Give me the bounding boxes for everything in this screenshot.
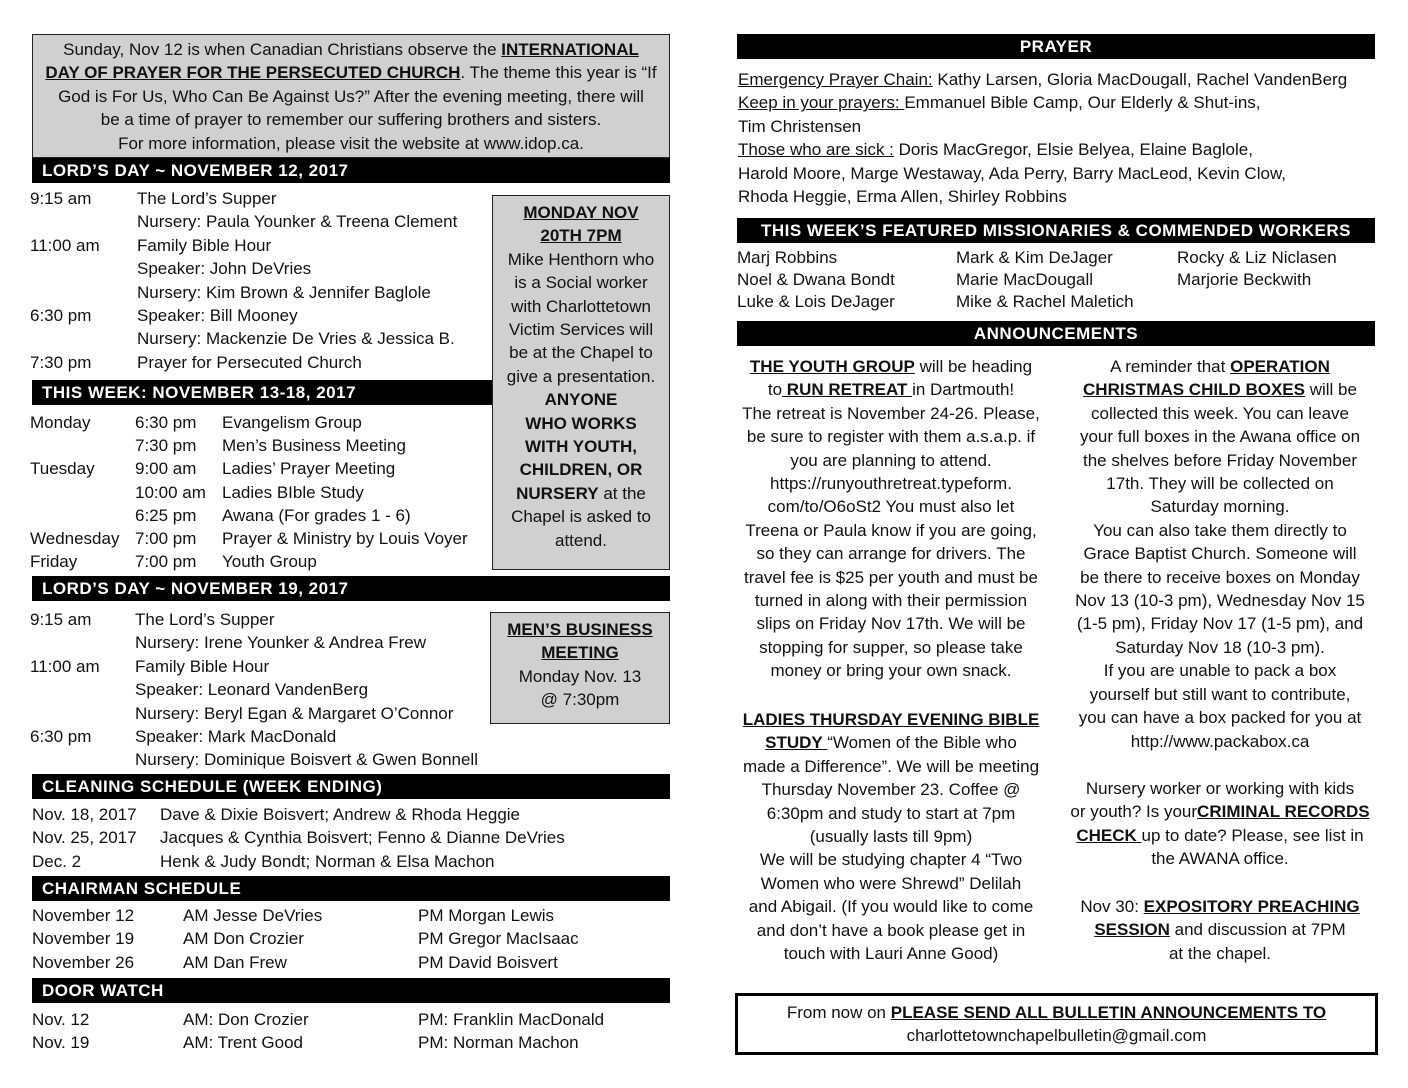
- youth-line: turned in along with their permission: [754, 591, 1028, 611]
- monday-box-line: give a presentation.: [506, 366, 656, 386]
- ladies-line: Thursday November 23. Coffee @: [761, 780, 1021, 800]
- occ-line: You can also take them directly to: [1093, 520, 1347, 540]
- missionaries-col-2: [956, 247, 1134, 313]
- occ-line: Saturday Nov 18 (10-3 pm).: [1115, 637, 1325, 657]
- door-watch-date: Nov. 19: [32, 1033, 90, 1053]
- youth-line: travel fee is $25 per youth and must be: [744, 567, 1038, 587]
- prayer-header: PRAYER: [737, 34, 1375, 59]
- week-event: Awana (For grades 1 - 6): [222, 505, 411, 525]
- intro-line-4: be a time of prayer to remember our suffering brothers and sisters.: [100, 110, 602, 130]
- chairman-am: AM Don Crozier: [183, 929, 304, 949]
- missionary-name: Marjorie Beckwith: [1177, 270, 1312, 289]
- occ-line: Saturday morning.: [1150, 497, 1290, 517]
- monday-box-bold-line: WITH YOUTH,: [524, 437, 638, 457]
- ladies-line: and Abigail. (If you would like to come: [748, 897, 1034, 917]
- week-event: Ladies’ Prayer Meeting: [222, 459, 396, 479]
- cleaning-names: Dave & Dixie Boisvert; Andrew & Rhoda Heggie: [160, 805, 521, 824]
- monday-box-line: Victim Services will: [508, 320, 654, 340]
- week-event: Evangelism Group: [222, 413, 362, 432]
- mens-meeting-box: [490, 612, 670, 724]
- chairman-date: November 12: [32, 906, 135, 925]
- prayer-list: [738, 68, 1378, 208]
- week-event: Youth Group: [222, 552, 317, 572]
- schedule-item: Speaker: Leonard VandenBerg: [135, 680, 369, 700]
- mens-box-title-1: MEN’S BUSINESS: [507, 620, 653, 639]
- this-week-schedule: [30, 411, 490, 576]
- youth-line: Treena or Paula know if you are going,: [745, 520, 1037, 540]
- lords-day-1-schedule: [30, 187, 490, 377]
- monday-box-bold-line: ANYONE: [544, 390, 618, 410]
- door-watch-pm: PM: Franklin MacDonald: [418, 1010, 605, 1029]
- chairman-pm: PM Gregor MacIsaac: [418, 929, 579, 949]
- monday-box-bold-line: WHO WORKS: [525, 413, 637, 433]
- cleaning-names: Henk & Judy Bondt; Norman & Elsa Machon: [160, 851, 495, 871]
- week-time: 6:25 pm: [135, 505, 197, 525]
- schedule-time: 11:00 am: [30, 656, 100, 676]
- occ-line: yourself but still want to contribute,: [1089, 684, 1351, 704]
- schedule-item: Nursery: Paula Younker & Treena Clement: [137, 212, 458, 232]
- monday-box-title-1: MONDAY NOV: [523, 203, 639, 222]
- youth-line: money or bring your own snack.: [770, 661, 1012, 681]
- criminal-records-check-announcement: Nursery worker or working with kids or youth? Is yourCRIMINAL RECORDS CHECK up to date? Please, see list in the AWANA office.: [1070, 779, 1370, 869]
- missionaries-col-3: [1177, 247, 1337, 291]
- week-time: 10:00 am: [135, 482, 206, 502]
- week-day: Friday: [30, 552, 78, 572]
- door-watch-date: Nov. 12: [32, 1010, 90, 1029]
- youth-line: slips on Friday Nov 17th. We will be: [756, 614, 1026, 634]
- ladies-line: 6:30pm and study to start at 7pm: [766, 803, 1016, 823]
- chairman-header: CHAIRMAN SCHEDULE: [32, 876, 670, 901]
- bulletin-footer-box: From now on PLEASE SEND ALL BULLETIN ANNOUNCEMENTS TO charlottetownchapelbulletin@gmail.com: [735, 993, 1378, 1055]
- monday-box-tail-line: attend.: [555, 530, 607, 550]
- schedule-time: 7:30 pm: [30, 352, 92, 372]
- youth-line: com/to/O6oSt2 You must also let: [767, 497, 1015, 517]
- youth-line: be sure to register with them a.s.a.p. if: [746, 427, 1036, 447]
- schedule-item: Family Bible Hour: [135, 656, 270, 676]
- schedule-item: Speaker: John DeVries: [137, 259, 312, 279]
- schedule-item: Nursery: Irene Younker & Andrea Frew: [135, 633, 427, 653]
- missionaries-col-1: [737, 247, 895, 313]
- chairman-pm: PM Morgan Lewis: [418, 906, 555, 925]
- intro-notice-box: [32, 34, 670, 158]
- lords-day-1-header: LORD’S DAY ~ NOVEMBER 12, 2017: [32, 158, 670, 183]
- operation-christmas-child-announcement: A reminder that OPERATION CHRISTMAS CHILD BOXES will be collected this week. You can leave your full boxes in the Awana office on the shelves before Friday November 17th. They will be collected on Saturday morning. You can also take them directly to Grace Baptist Church. Someone will be there to receive boxes on Monday Nov 13 (10-3 pm), Wednesday Nov 15 (1-5 pm), Friday Nov 17 (1-5 pm), and Saturday Nov 18 (10-3 pm). If you are unable to pack a box yourself but still want to contribute, you can have a box packed for you at http://www.packabox.ca: [1060, 355, 1380, 753]
- door-watch-pm: PM: Norman Machon: [418, 1033, 579, 1053]
- occ-line: Nov 13 (10-3 pm), Wednesday Nov 15: [1075, 591, 1365, 611]
- week-day: Tuesday: [30, 459, 95, 479]
- occ-line: 17th. They will be collected on: [1106, 474, 1334, 494]
- keep-in-prayers: Keep in your prayers: Emmanuel Bible Camp, Our Elderly & Shut-ins,: [738, 93, 1261, 113]
- cleaning-date: Dec. 2: [32, 851, 82, 871]
- missionaries-header: THIS WEEK’S FEATURED MISSIONARIES & COMMENDED WORKERS: [737, 218, 1375, 243]
- chairman-am: AM Jesse DeVries: [183, 906, 323, 925]
- monday-box-line: with Charlottetown: [511, 296, 651, 316]
- schedule-item: Prayer for Persecuted Church: [137, 352, 362, 372]
- sick-list: Those who are sick : Doris MacGregor, Elsie Belyea, Elaine Baglole,: [738, 140, 1253, 160]
- intro-line-5: For more information, please visit the website at www.idop.ca.: [118, 133, 584, 153]
- sick-list-line-2: Harold Moore, Marge Westaway, Ada Perry, Barry MacLeod, Kevin Clow,: [738, 163, 1287, 183]
- door-watch-schedule: [32, 1008, 670, 1058]
- ladies-line: touch with Lauri Anne Good): [783, 944, 999, 964]
- schedule-item: Nursery: Kim Brown & Jennifer Baglole: [137, 282, 431, 302]
- expository-preaching-announcement: Nov 30: EXPOSITORY PREACHING SESSION and discussion at 7PM at the chapel.: [1080, 897, 1360, 963]
- week-time: 6:30 pm: [135, 413, 197, 432]
- monday-box-line: be at the Chapel to: [509, 343, 653, 363]
- schedule-item: Speaker: Bill Mooney: [137, 306, 298, 325]
- occ-line: (1-5 pm), Friday Nov 17 (1-5 pm), and: [1076, 614, 1364, 634]
- schedule-time: 9:15 am: [30, 610, 92, 629]
- schedule-time: 6:30 pm: [30, 727, 92, 746]
- week-event: Prayer & Ministry by Louis Voyer: [222, 529, 468, 548]
- intro-line-2: DAY OF PRAYER FOR THE PERSECUTED CHURCH. The theme this year is “If: [45, 63, 657, 83]
- chairman-pm: PM David Boisvert: [418, 952, 558, 972]
- cleaning-names: Jacques & Cynthia Boisvert; Fenno & Dianne DeVries: [160, 828, 565, 848]
- chairman-schedule: [32, 904, 670, 976]
- youth-line: so they can arrange for drivers. The: [756, 544, 1026, 564]
- week-time: 7:00 pm: [135, 529, 197, 548]
- monday-box-bold-line: CHILDREN, OR: [519, 460, 643, 480]
- this-week-header: THIS WEEK: NOVEMBER 13-18, 2017: [32, 380, 492, 405]
- schedule-item: Nursery: Dominique Boisvert & Gwen Bonnell: [135, 750, 478, 770]
- ladies-line: We will be studying chapter 4 “Two: [759, 850, 1023, 870]
- monday-box-tail: [493, 505, 669, 552]
- monday-box-line: Mike Henthorn who: [507, 249, 655, 269]
- door-watch-header: DOOR WATCH: [32, 978, 670, 1003]
- missionary-name: Noel & Dwana Bondt: [737, 270, 895, 289]
- monday-box-callout: [493, 388, 669, 482]
- week-day: Wednesday: [30, 529, 120, 548]
- youth-line: The retreat is November 24-26. Please,: [742, 403, 1040, 423]
- chairman-date: November 26: [32, 952, 135, 972]
- occ-line: be there to receive boxes on Monday: [1080, 567, 1360, 587]
- missionary-name: Marie MacDougall: [956, 270, 1093, 289]
- door-watch-am: AM: Trent Good: [183, 1033, 303, 1053]
- youth-line: https://runyouthretreat.typeform.: [770, 474, 1012, 494]
- intro-line-3: God is For Us, Who Can Be Against Us?” After the evening meeting, there will: [58, 86, 644, 106]
- door-watch-am: AM: Don Crozier: [183, 1010, 309, 1029]
- schedule-time: 9:15 am: [30, 189, 92, 208]
- week-time: 7:00 pm: [135, 552, 197, 572]
- bulletin-email: charlottetownchapelbulletin@gmail.com: [906, 1026, 1207, 1046]
- chairman-date: November 19: [32, 929, 135, 949]
- cleaning-header: CLEANING SCHEDULE (WEEK ENDING): [32, 774, 670, 799]
- cleaning-date: Nov. 18, 2017: [32, 805, 137, 824]
- emergency-chain: Emergency Prayer Chain: Kathy Larsen, Gloria MacDougall, Rachel VandenBerg: [738, 70, 1348, 89]
- monday-box-title-2: 20TH 7PM: [540, 226, 622, 246]
- occ-line: your full boxes in the Awana office on: [1079, 427, 1361, 447]
- occ-line: Grace Baptist Church. Someone will: [1083, 544, 1357, 564]
- missionary-name: Luke & Lois DeJager: [737, 292, 895, 311]
- monday-box-line: is a Social worker: [514, 273, 648, 293]
- monday-box-nursery-line: NURSERY at the: [516, 483, 646, 503]
- occ-line: If you are unable to pack a box: [1103, 661, 1337, 681]
- youth-line: you are planning to attend.: [790, 450, 992, 470]
- ladies-line: and don’t have a book please get in: [756, 920, 1026, 940]
- monday-event-box: [492, 195, 670, 570]
- cleaning-schedule: [32, 803, 670, 875]
- schedule-item: Nursery: Beryl Egan & Margaret O’Connor: [135, 703, 454, 723]
- missionary-name: Rocky & Liz Niclasen: [1177, 248, 1337, 267]
- sick-list-line-3: Rhoda Heggie, Erma Allen, Shirley Robbins: [738, 187, 1067, 207]
- ladies-bible-study-announcement: LADIES THURSDAY EVENING BIBLE STUDY “Women of the Bible who made a Difference”. We will be meeting Thursday November 23. Coffee @ 6:30pm and study to start at 7pm (usually lasts till 9pm) We will be studying chapter 4 “Two Women who were Shrewd” Delilah and Abigail. (If you would like to come and don’t have a book please get in touch with Lauri Anne Good): [732, 708, 1050, 965]
- mens-box-title-2: MEETING: [541, 643, 619, 663]
- week-time: 7:30 pm: [135, 436, 197, 456]
- week-time: 9:00 am: [135, 459, 197, 479]
- intro-line-1: Sunday, Nov 12 is when Canadian Christians observe the INTERNATIONAL: [63, 40, 639, 59]
- ladies-line: (usually lasts till 9pm): [809, 827, 973, 847]
- occ-line: the shelves before Friday November: [1082, 450, 1358, 470]
- missionary-name: Marj Robbins: [737, 248, 838, 267]
- schedule-item: Family Bible Hour: [137, 235, 272, 255]
- ladies-line: made a Difference”. We will be meeting: [742, 756, 1040, 776]
- schedule-item: The Lord’s Supper: [135, 610, 275, 629]
- occ-line: http://www.packabox.ca: [1130, 731, 1310, 751]
- chairman-am: AM Dan Frew: [183, 952, 287, 972]
- missionary-name: Mike & Rachel Maletich: [956, 292, 1134, 311]
- keep-in-prayers-line-2: Tim Christensen: [738, 116, 862, 136]
- mens-box-time: @ 7:30pm: [540, 690, 620, 710]
- occ-line: collected this week. You can leave: [1090, 403, 1349, 423]
- week-day: Monday: [30, 413, 91, 432]
- mens-box-date: Monday Nov. 13: [518, 666, 642, 686]
- schedule-item: Speaker: Mark MacDonald: [135, 727, 337, 746]
- week-event: Ladies BIble Study: [222, 482, 364, 502]
- monday-box-tail-line: Chapel is asked to: [511, 507, 651, 527]
- schedule-time: 11:00 am: [30, 235, 100, 255]
- schedule-item: The Lord’s Supper: [137, 189, 277, 208]
- lords-day-2-schedule: [30, 608, 530, 774]
- schedule-time: 6:30 pm: [30, 306, 92, 325]
- cleaning-date: Nov. 25, 2017: [32, 828, 137, 848]
- lords-day-2-header: LORD’S DAY ~ NOVEMBER 19, 2017: [32, 576, 670, 601]
- announcements-header: ANNOUNCEMENTS: [737, 321, 1375, 346]
- youth-line: stopping for supper, so please take: [759, 637, 1023, 657]
- occ-line: you can have a box packed for you at: [1078, 708, 1362, 728]
- youth-retreat-announcement: THE YOUTH GROUP will be heading to RUN RETREAT in Dartmouth! The retreat is November 24-26. Please, be sure to register with them a.s.a.p. if you are planning to attend. https://runyouthretreat.typeform. com/to/O6oSt2 You must also let Treena or Paula know if you are going, so they can arrange for drivers. The travel fee is $25 per youth and must be turned in along with their permission slips on Friday Nov 17th. We will be stopping for supper, so please take money or bring your own snack.: [732, 355, 1050, 683]
- ladies-line: Women who were Shrewd” Delilah: [760, 873, 1022, 893]
- week-event: Men’s Business Meeting: [222, 436, 406, 456]
- monday-box-body: [493, 248, 669, 388]
- missionary-name: Mark & Kim DeJager: [956, 248, 1113, 267]
- schedule-item: Nursery: Mackenzie De Vries & Jessica B.: [137, 329, 455, 349]
